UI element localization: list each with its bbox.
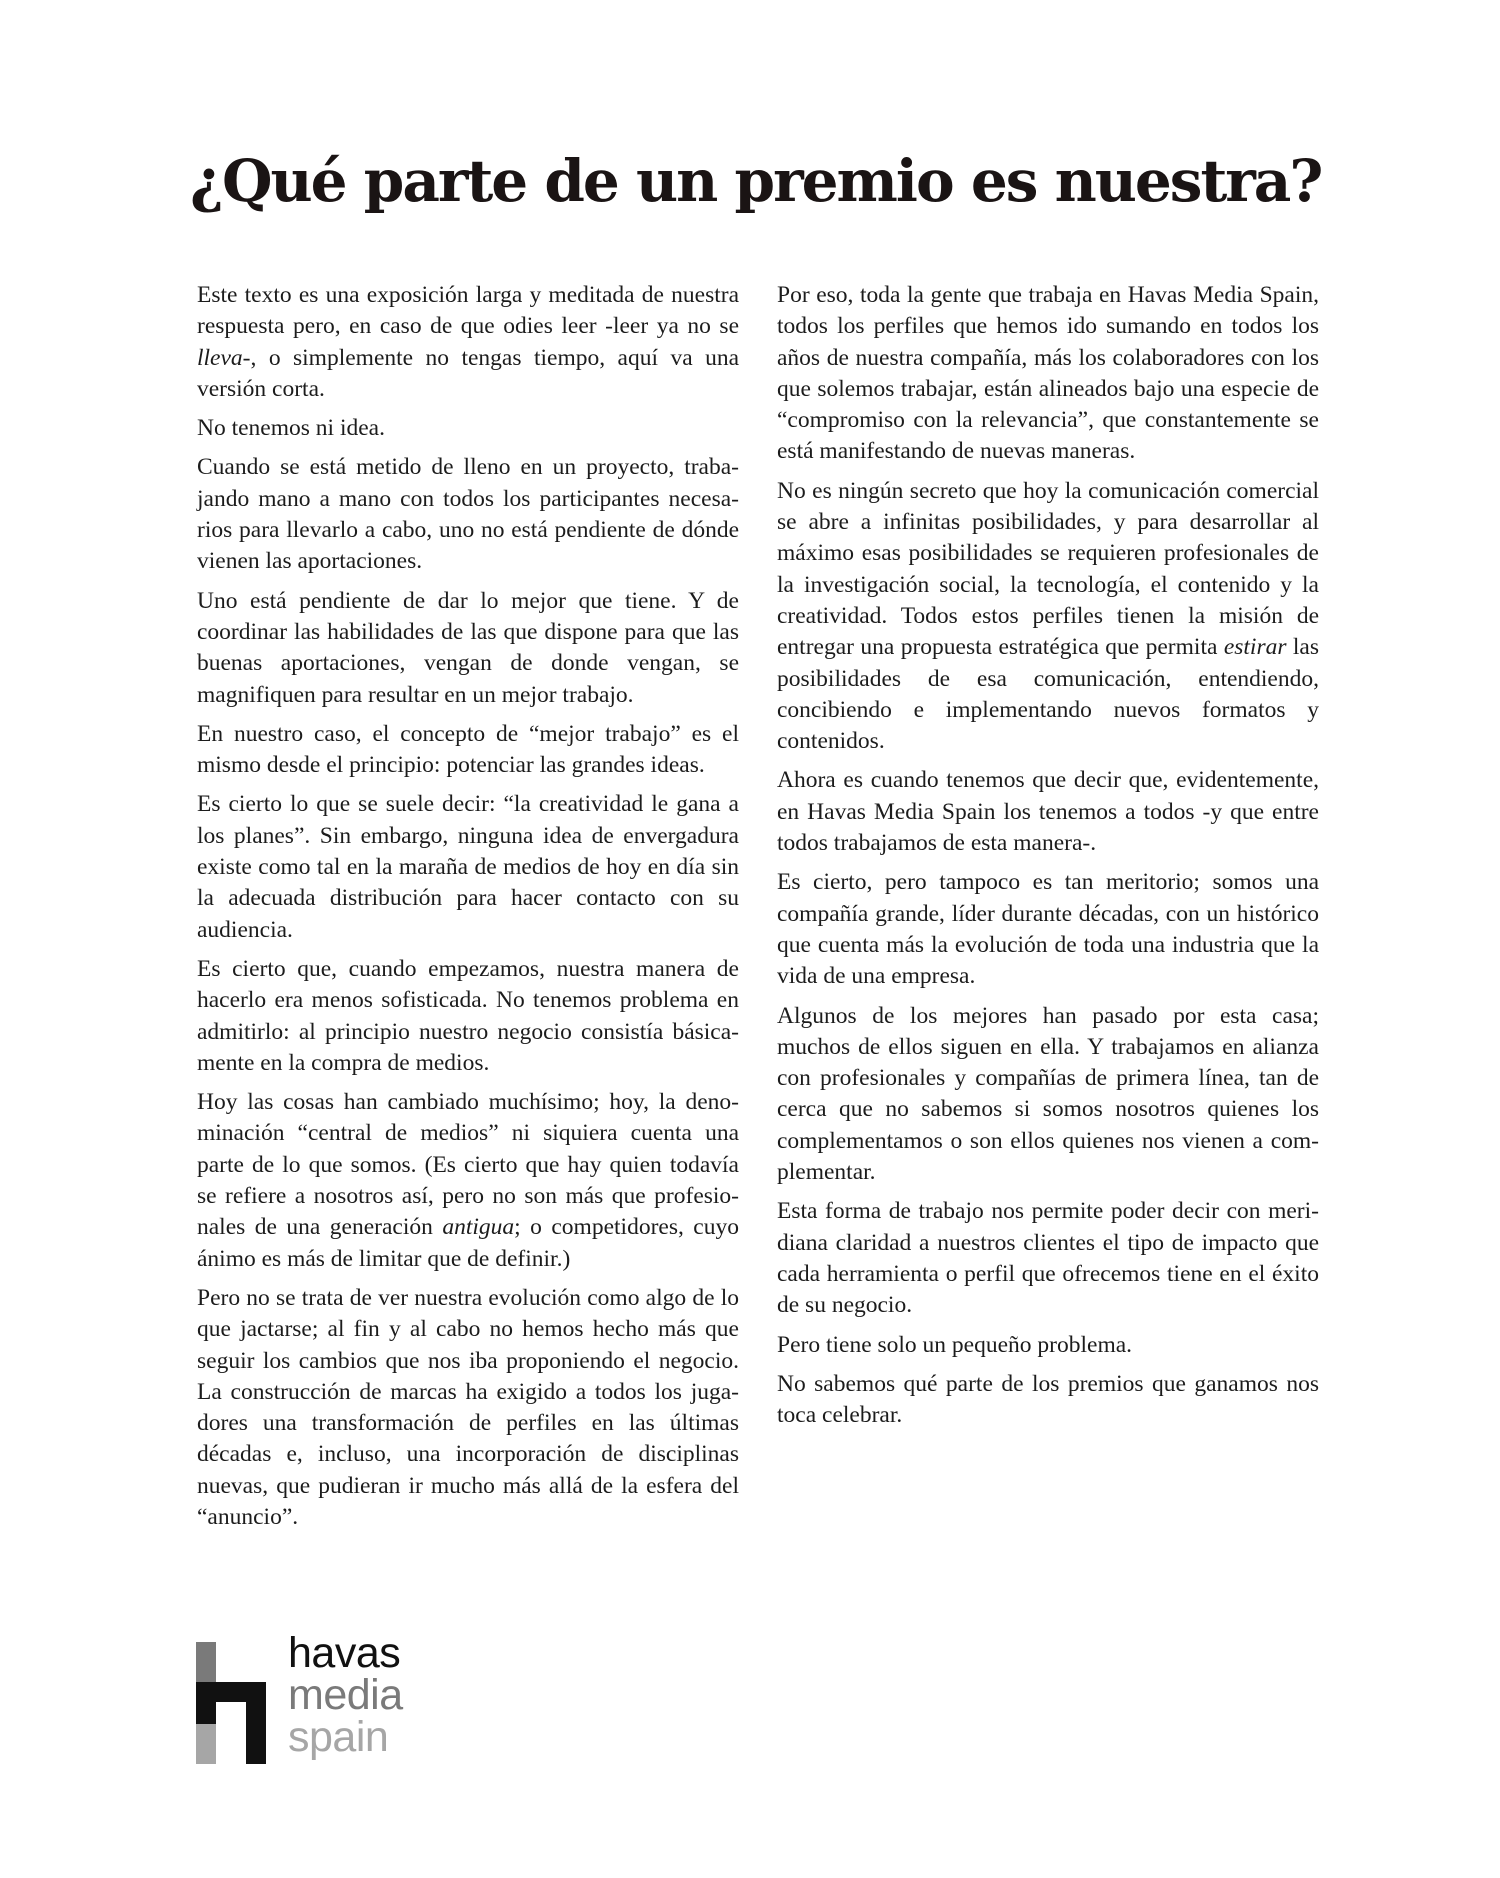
paragraph-text: ; o competidores, cuyo ánimo es más de limitar que de definir.)	[197, 1214, 739, 1272]
logo-mark-mid-stem	[196, 1682, 216, 1724]
paragraph-text: Pero no se trata de ver nuestra evolución como algo de lo que jactarse; al fin y al cabo no hemos hecho más que seguir los cambios que nos iba proponiendo el negocio. La construcción de marcas ha exigido a todos los jugadores una transformación de perfiles en las últimas décadas e, incluso, una incorporación de disciplinas nuevas, que pudieran ir mucho más allá de la esfera del “anuncio”.	[197, 1284, 739, 1530]
logo-wordmark	[288, 1629, 403, 1761]
logo-word-havas: havas	[288, 1629, 401, 1677]
paragraph-text: No tenemos ni idea.	[197, 415, 385, 442]
havas-media-spain-logo	[196, 1629, 456, 1767]
body-paragraph	[197, 452, 739, 577]
emphasized-word: antigua	[442, 1214, 515, 1241]
body-paragraph	[777, 280, 1319, 468]
logo-mark-bar	[216, 1682, 266, 1702]
paragraph-text: En nuestro caso, el concepto de “mejor trabajo” es el mismo desde el principio: potenciar las grandes ideas.	[197, 720, 739, 779]
body-paragraph	[777, 765, 1319, 859]
paragraph-text: No es ningún secreto que hoy la comunicación comercial se abre a infinitas posibilidades, y para desarrollar al máximo esas posibilidades se requieren profesionales de la investigación social, la tecnología, el contenido y la creatividad. Todos estos perfiles tienen la misión de entregar una propuesta estratégica que permita	[777, 477, 1319, 661]
logo-mark-bottom-block	[196, 1724, 216, 1764]
body-paragraph	[197, 586, 739, 711]
body-paragraph	[197, 413, 739, 444]
paragraph-text: Es cierto que, cuando empezamos, nuestra manera de hacerlo era menos sofisticada. No tenemos problema en admitirlo: al principio nuestro negocio consistía básicamente en la compra de medios.	[197, 955, 739, 1076]
paragraph-text: Pero tiene solo un pequeño problema.	[777, 1331, 1133, 1358]
body-paragraph	[777, 1369, 1319, 1432]
paragraph-text: las posibilidades de esa comunicación, entendiendo, concibiendo e implementando nuevos formatos y contenidos.	[777, 634, 1319, 755]
body-paragraph	[777, 1001, 1319, 1189]
emphasized-word: lleva	[197, 344, 243, 371]
headline: ¿Qué parte de un premio es nuestra?	[190, 147, 1322, 215]
body-paragraph	[197, 1087, 739, 1275]
logo-mark-top-block	[196, 1642, 216, 1682]
paragraph-text: Algunos de los mejores han pasado por esta casa; muchos de ellos siguen en ella. Y trabajamos en alianza con profesionales y compañías de primera línea, tan de cerca que no sabemos si somos nosotros quienes los complementamos o son ellos quienes nos vienen a complementar.	[777, 1002, 1319, 1186]
paragraph-text: Es cierto lo que se suele decir: “la creatividad le gana a los planes”. Sin embargo, ninguna idea de envergadura existe como tal en la maraña de medios de hoy en día sin la adecuada distribución para hacer contacto con su audiencia.	[197, 791, 739, 943]
body-paragraph	[197, 719, 739, 782]
body-paragraph	[777, 1196, 1319, 1321]
paragraph-text: Cuando se está metido de lleno en un proyecto, trabajando mano a mano con todos los participantes necesarios para llevarlo a cabo, uno no está pendiente de dónde vienen las aportaciones.	[197, 454, 739, 575]
body-paragraph	[777, 1330, 1319, 1361]
body-paragraph	[777, 867, 1319, 992]
paragraph-text: -, o simplemente no tengas tiempo, aquí va una versión corta.	[197, 344, 739, 402]
paragraph-text: Este texto es una exposición larga y meditada de nuestra respuesta pero, en caso de que odies leer -leer ya no se	[197, 282, 739, 340]
logo-word-spain: spain	[288, 1713, 389, 1761]
logo-word-media: media	[288, 1671, 403, 1719]
paragraph-text: No sabemos qué parte de los premios que ganamos nos toca celebrar.	[777, 1370, 1319, 1429]
body-paragraph	[197, 789, 739, 945]
body-paragraph	[197, 1283, 739, 1533]
paragraph-text: Por eso, toda la gente que trabaja en Havas Media Spain, todos los perfiles que hemos ido sumando en todos los años de nuestra compañía, más los colaboradores con los que solemos trabajar, están alineados bajo una especie de “compromiso con la relevancia”, que constantemente se está manifestando de nuevas maneras.	[777, 282, 1319, 465]
right-column	[777, 280, 1319, 1439]
paragraph-text: Ahora es cuando tenemos que decir que, evidentemente, en Havas Media Spain los tenemos a todos -y que entre todos trabajamos de esta manera-.	[777, 767, 1319, 857]
paragraph-text: Es cierto, pero tampoco es tan meritorio; somos una compañía grande, líder durante décadas, con un histórico que cuenta más la evolución de toda una industria que la vida de una empresa.	[777, 869, 1319, 990]
body-paragraph	[777, 476, 1319, 758]
body-paragraph	[197, 280, 739, 405]
paragraph-text: Uno está pendiente de dar lo mejor que tiene. Y de coordinar las habilidades de las que dispone para que las buenas aportaciones, vengan de donde vengan, se magnifiquen para resultar en un mejor trabajo.	[197, 587, 739, 708]
emphasized-word: estirar	[1223, 634, 1287, 661]
paragraph-text: Esta forma de trabajo nos permite poder decir con meridiana claridad a nuestros clientes el tipo de impacto que cada herramienta o perfil que ofrecemos tiene en el éxito de su negocio.	[777, 1198, 1319, 1319]
body-paragraph	[197, 954, 739, 1079]
left-column	[197, 280, 739, 1541]
paragraph-text: Hoy las cosas han cambiado muchísimo; hoy, la denominación “central de medios” ni siquiera cuenta una parte de lo que somos. (Es cierto que hay quien todavía se refiere a nosotros así, pero no son más que profesionales de una generación	[197, 1089, 739, 1241]
logo-mark-right-leg	[246, 1702, 266, 1764]
havas-h-logo-icon	[196, 1642, 266, 1764]
